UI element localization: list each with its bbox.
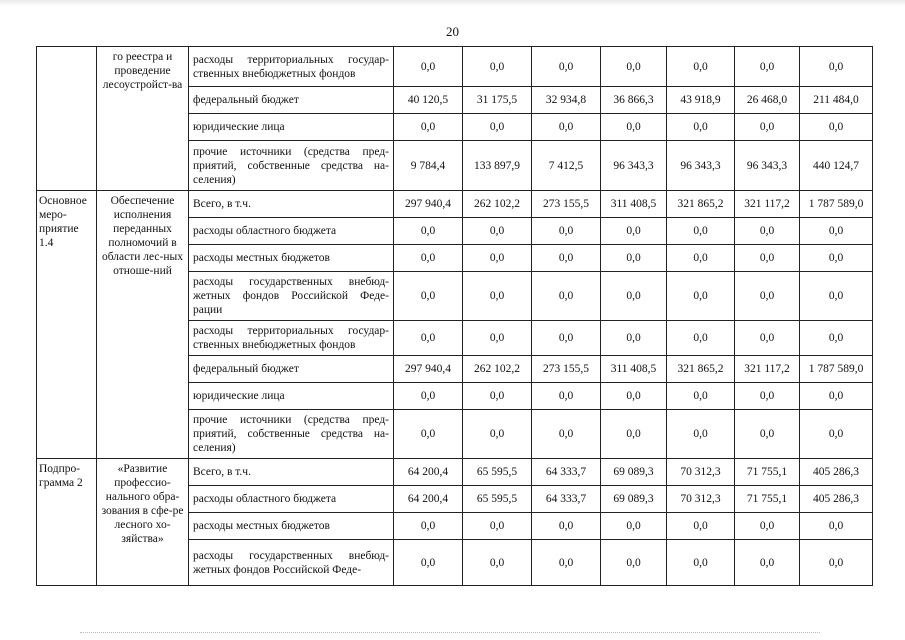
- value-cell-year: 64 200,4: [394, 459, 463, 486]
- value-cell-year: 0,0: [735, 383, 800, 410]
- value-cell-year: 0,0: [735, 410, 800, 459]
- measure-code-cell: Основное меро-приятие 1.4: [37, 191, 97, 459]
- value-cell-year: 43 918,9: [667, 87, 735, 114]
- funding-source-cell: федеральный бюджет: [189, 356, 394, 383]
- page-number: 20: [446, 24, 459, 39]
- value-cell-year: 0,0: [667, 321, 735, 356]
- value-cell-year: 0,0: [532, 218, 601, 245]
- value-cell-year: 96 343,3: [667, 141, 735, 191]
- value-cell-year: 0,0: [735, 513, 800, 540]
- value-cell-year: 96 343,3: [735, 141, 800, 191]
- value-cell-year: 273 155,5: [532, 356, 601, 383]
- funding-source-cell: федеральный бюджет: [189, 87, 394, 114]
- value-cell-total: 0,0: [800, 410, 873, 459]
- value-cell-year: 0,0: [394, 245, 463, 272]
- value-cell-year: 0,0: [667, 47, 735, 87]
- value-cell-total: 0,0: [800, 272, 873, 321]
- funding-source-cell: расходы местных бюджетов: [189, 245, 394, 272]
- value-cell-year: 133 897,9: [463, 141, 532, 191]
- value-cell-year: 96 343,3: [601, 141, 667, 191]
- funding-source-cell: Всего, в т.ч.: [189, 459, 394, 486]
- value-cell-year: 65 595,5: [463, 486, 532, 513]
- value-cell-year: 0,0: [601, 272, 667, 321]
- table-row: [37, 459, 873, 486]
- value-cell-year: 0,0: [735, 114, 800, 141]
- value-cell-year: 262 102,2: [463, 356, 532, 383]
- value-cell-total: 405 286,3: [800, 486, 873, 513]
- funding-source-cell: расходы государственных внебюд-жетных фондов Российской Феде-рации: [189, 272, 394, 321]
- value-cell-year: 71 755,1: [735, 459, 800, 486]
- value-cell-year: 0,0: [394, 272, 463, 321]
- value-cell-year: 0,0: [735, 540, 800, 586]
- value-cell-year: 0,0: [735, 272, 800, 321]
- value-cell-year: 0,0: [667, 540, 735, 586]
- value-cell-year: 0,0: [601, 410, 667, 459]
- value-cell-year: 0,0: [532, 540, 601, 586]
- value-cell-year: 26 468,0: [735, 87, 800, 114]
- value-cell-year: 321 117,2: [735, 356, 800, 383]
- value-cell-year: 69 089,3: [601, 486, 667, 513]
- value-cell-year: 0,0: [735, 218, 800, 245]
- funding-source-cell: прочие источники (средства пред-приятий, собственные средства на-селения): [189, 141, 394, 191]
- value-cell-year: 0,0: [601, 218, 667, 245]
- value-cell-year: 0,0: [601, 47, 667, 87]
- value-cell-year: 0,0: [601, 540, 667, 586]
- measure-name-cell: «Развитие профессио-нального обра-зования в сфе-ре лесного хо-зяйства»: [97, 459, 189, 586]
- value-cell-year: 0,0: [463, 513, 532, 540]
- value-cell-total: 1 787 589,0: [800, 356, 873, 383]
- value-cell-year: 311 408,5: [601, 191, 667, 218]
- value-cell-year: 70 312,3: [667, 486, 735, 513]
- value-cell-year: 0,0: [601, 383, 667, 410]
- value-cell-year: 0,0: [463, 114, 532, 141]
- value-cell-year: 71 755,1: [735, 486, 800, 513]
- value-cell-total: 211 484,0: [800, 87, 873, 114]
- value-cell-total: 1 787 589,0: [800, 191, 873, 218]
- value-cell-year: 321 865,2: [667, 356, 735, 383]
- measure-name-cell: Обеспечение исполнения переданных полномочий в области лес-ных отноше-ний: [97, 191, 189, 459]
- value-cell-year: 262 102,2: [463, 191, 532, 218]
- value-cell-year: 0,0: [532, 245, 601, 272]
- value-cell-year: 0,0: [394, 383, 463, 410]
- funding-source-cell: юридические лица: [189, 383, 394, 410]
- value-cell-total: 0,0: [800, 245, 873, 272]
- value-cell-year: 0,0: [394, 513, 463, 540]
- funding-source-cell: расходы государственных внебюд-жетных фондов Российской Феде-: [189, 540, 394, 586]
- value-cell-year: 0,0: [601, 513, 667, 540]
- scan-edge-bottom: [80, 632, 820, 636]
- value-cell-year: 32 934,8: [532, 87, 601, 114]
- measure-code-cell: [37, 47, 97, 191]
- value-cell-year: 0,0: [532, 114, 601, 141]
- value-cell-year: 0,0: [532, 383, 601, 410]
- value-cell-year: 0,0: [532, 321, 601, 356]
- value-cell-year: 0,0: [463, 540, 532, 586]
- value-cell-year: 0,0: [667, 513, 735, 540]
- value-cell-year: 64 200,4: [394, 486, 463, 513]
- value-cell-year: 0,0: [463, 383, 532, 410]
- value-cell-year: 0,0: [601, 321, 667, 356]
- value-cell-year: 7 412,5: [532, 141, 601, 191]
- funding-source-cell: Всего, в т.ч.: [189, 191, 394, 218]
- value-cell-year: 0,0: [667, 245, 735, 272]
- table-row: [37, 191, 873, 218]
- value-cell-year: 64 333,7: [532, 486, 601, 513]
- value-cell-total: 0,0: [800, 540, 873, 586]
- value-cell-year: 0,0: [667, 410, 735, 459]
- value-cell-year: 0,0: [463, 218, 532, 245]
- value-cell-year: 0,0: [735, 321, 800, 356]
- value-cell-year: 0,0: [735, 245, 800, 272]
- value-cell-total: 0,0: [800, 47, 873, 87]
- value-cell-total: 0,0: [800, 114, 873, 141]
- value-cell-year: 0,0: [735, 47, 800, 87]
- funding-source-cell: расходы территориальных государ-ственных внебюджетных фондов: [189, 321, 394, 356]
- value-cell-year: 0,0: [532, 410, 601, 459]
- funding-source-cell: расходы областного бюджета: [189, 486, 394, 513]
- value-cell-total: 0,0: [800, 513, 873, 540]
- funding-source-cell: прочие источники (средства пред-приятий, собственные средства на-селения): [189, 410, 394, 459]
- value-cell-year: 9 784,4: [394, 141, 463, 191]
- value-cell-year: 36 866,3: [601, 87, 667, 114]
- value-cell-year: 0,0: [463, 321, 532, 356]
- value-cell-year: 311 408,5: [601, 356, 667, 383]
- funding-source-cell: расходы территориальных государ-ственных внебюджетных фондов: [189, 47, 394, 87]
- value-cell-year: 64 333,7: [532, 459, 601, 486]
- value-cell-year: 65 595,5: [463, 459, 532, 486]
- value-cell-year: 0,0: [532, 47, 601, 87]
- value-cell-year: 0,0: [463, 410, 532, 459]
- funding-source-cell: юридические лица: [189, 114, 394, 141]
- scan-edge-top: [0, 0, 905, 6]
- budget-table: [36, 46, 873, 586]
- value-cell-year: 0,0: [394, 410, 463, 459]
- value-cell-year: 0,0: [394, 321, 463, 356]
- value-cell-year: 0,0: [463, 47, 532, 87]
- measure-code-cell: Подпро-грамма 2: [37, 459, 97, 586]
- value-cell-year: 0,0: [601, 245, 667, 272]
- value-cell-year: 0,0: [394, 218, 463, 245]
- value-cell-total: 0,0: [800, 218, 873, 245]
- measure-name-cell: го реестра и проведение лесоустройст-ва: [97, 47, 189, 191]
- value-cell-year: 0,0: [601, 114, 667, 141]
- table-row: [37, 47, 873, 87]
- funding-source-cell: расходы местных бюджетов: [189, 513, 394, 540]
- value-cell-year: 70 312,3: [667, 459, 735, 486]
- value-cell-year: 297 940,4: [394, 191, 463, 218]
- value-cell-year: 0,0: [394, 47, 463, 87]
- value-cell-year: 273 155,5: [532, 191, 601, 218]
- value-cell-year: 69 089,3: [601, 459, 667, 486]
- value-cell-total: 0,0: [800, 321, 873, 356]
- value-cell-year: 321 117,2: [735, 191, 800, 218]
- value-cell-year: 321 865,2: [667, 191, 735, 218]
- value-cell-year: 0,0: [463, 245, 532, 272]
- value-cell-year: 0,0: [463, 272, 532, 321]
- funding-source-cell: расходы областного бюджета: [189, 218, 394, 245]
- value-cell-year: 0,0: [667, 114, 735, 141]
- value-cell-year: 0,0: [394, 540, 463, 586]
- value-cell-year: 31 175,5: [463, 87, 532, 114]
- value-cell-year: 0,0: [667, 272, 735, 321]
- value-cell-year: 0,0: [667, 383, 735, 410]
- value-cell-year: 40 120,5: [394, 87, 463, 114]
- value-cell-year: 0,0: [532, 513, 601, 540]
- value-cell-total: 440 124,7: [800, 141, 873, 191]
- value-cell-total: 405 286,3: [800, 459, 873, 486]
- value-cell-year: 0,0: [667, 218, 735, 245]
- value-cell-total: 0,0: [800, 383, 873, 410]
- value-cell-year: 0,0: [532, 272, 601, 321]
- value-cell-year: 0,0: [394, 114, 463, 141]
- value-cell-year: 297 940,4: [394, 356, 463, 383]
